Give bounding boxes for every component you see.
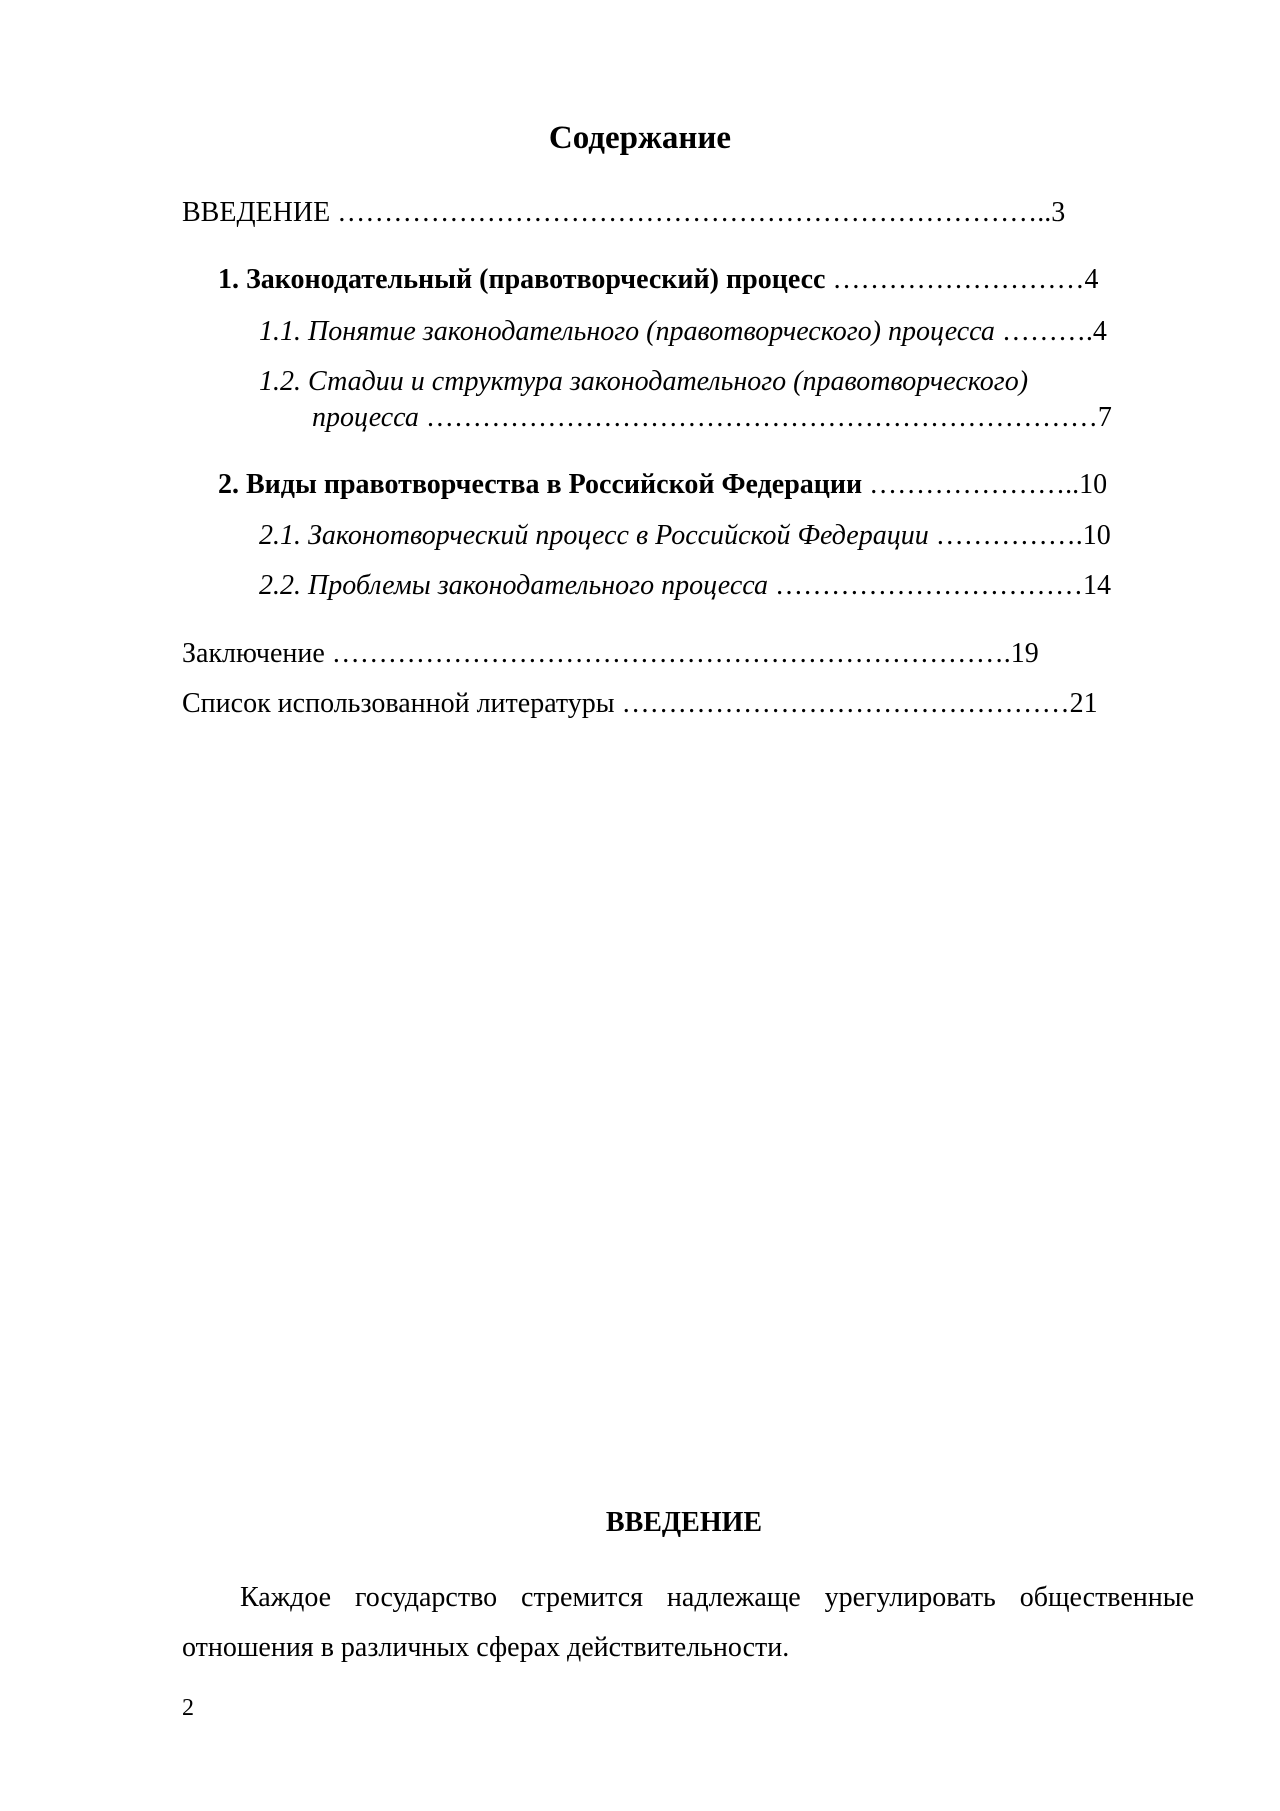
toc-page-number: 10 — [1082, 520, 1111, 551]
toc-entry-label: Заключение — [182, 638, 325, 669]
toc-entry-bibliography[interactable] — [182, 686, 1098, 722]
toc-dot-leader: ………………………………………… — [614, 688, 1070, 719]
introduction-heading: ВВЕДЕНИЕ — [605, 1507, 763, 1538]
toc-page-number: 4 — [1092, 316, 1107, 347]
toc-page-number: 21 — [1069, 688, 1098, 719]
toc-entry-label: 1. Законодательный (правотворческий) процесс — [218, 264, 826, 295]
toc-entry-label: 1.1. Понятие законодательного (правотворческого) процесса — [259, 316, 995, 347]
toc-dot-leader: ……………. — [928, 520, 1083, 551]
toc-entry-chapter-2[interactable] — [218, 467, 1107, 503]
toc-entry-label-line2: процесса — [312, 402, 419, 433]
page-number: 2 — [182, 1695, 194, 1721]
toc-page-number: 10 — [1079, 469, 1108, 500]
toc-page-number: 7 — [1097, 402, 1112, 433]
toc-dot-leader: ……………………………………………………………… — [418, 402, 1098, 433]
toc-page-number: 19 — [1010, 638, 1039, 669]
toc-entry-section-1-2-continuation[interactable] — [312, 400, 1112, 436]
toc-title: Содержание — [548, 120, 732, 156]
toc-dot-leader: ………. — [994, 316, 1093, 347]
toc-dot-leader: ………………….. — [862, 469, 1080, 500]
toc-entry-label: ВВЕДЕНИЕ — [182, 197, 331, 228]
toc-entry-label: 2.1. Законотворческий процесс в Российской Федерации — [259, 520, 929, 551]
toc-dot-leader: ……………………… — [825, 264, 1085, 295]
toc-entry-introduction[interactable] — [182, 195, 1065, 231]
toc-entry-section-2-1[interactable] — [259, 518, 1111, 554]
toc-dot-leader: …………………………… — [767, 570, 1083, 601]
introduction-paragraph: Каждое государство стремится надлежаще урегулировать общественные отношения в различных сферах действительности. — [182, 1582, 1194, 1663]
toc-page-number: 4 — [1084, 264, 1099, 295]
toc-entry-conclusion[interactable] — [182, 636, 1039, 672]
toc-entry-section-1-1[interactable] — [259, 314, 1107, 350]
toc-dot-leader: ………………………………………………………………….. — [337, 197, 1052, 228]
toc-entry-label-line1: 1.2. Стадии и структура законодательного (правотворческого) — [259, 366, 1029, 397]
toc-page-number: 3 — [1051, 197, 1066, 228]
toc-entry-section-1-2[interactable] — [259, 364, 1028, 400]
toc-entry-label: Список использованной литературы — [182, 688, 615, 719]
toc-page-number: 14 — [1082, 570, 1111, 601]
toc-entry-chapter-1[interactable] — [218, 262, 1098, 298]
toc-entry-label: 2. Виды правотворчества в Российской Федерации — [218, 469, 863, 500]
toc-entry-label: 2.2. Проблемы законодательного процесса — [259, 570, 768, 601]
toc-dot-leader: ………………………………………………………………. — [324, 638, 1011, 669]
toc-entry-section-2-2[interactable] — [259, 568, 1111, 604]
